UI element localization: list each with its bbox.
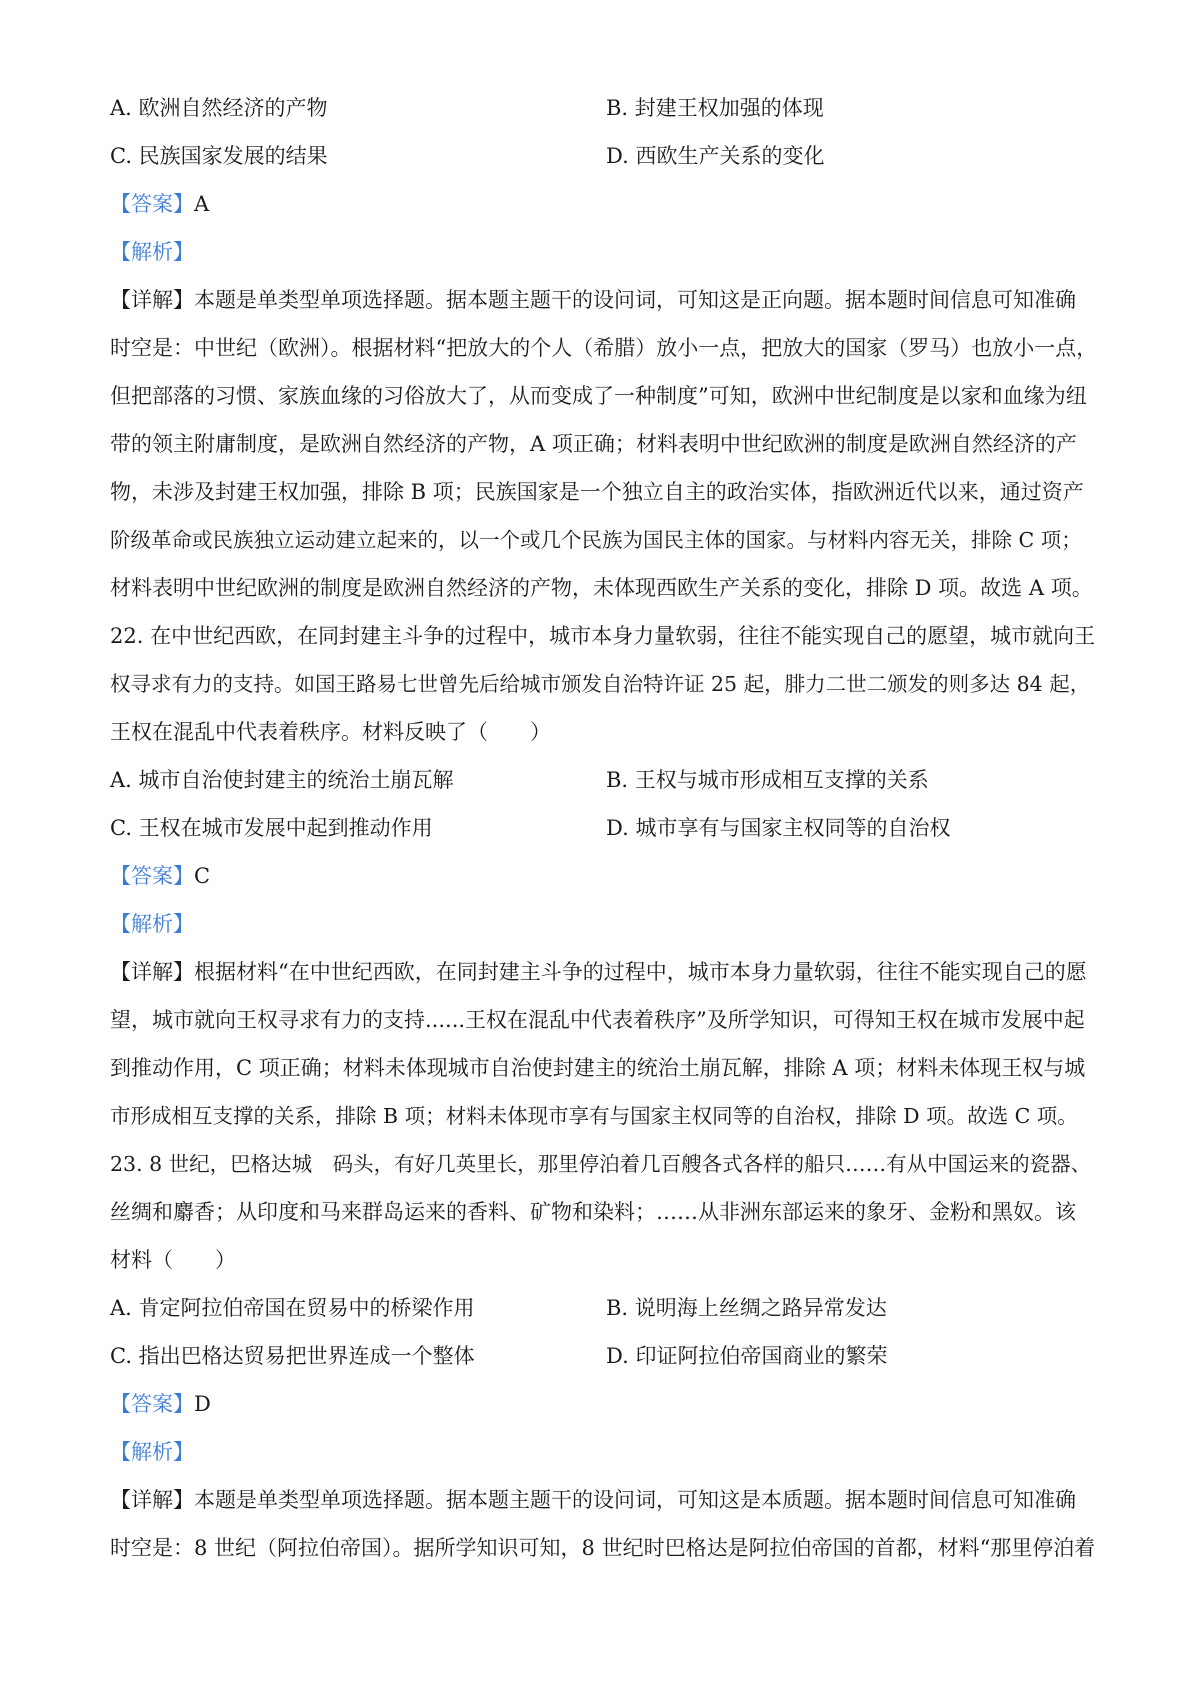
- q23-answer: [110, 1389, 1100, 1419]
- q21-detail-line: 材料表明中世纪欧洲的制度是欧洲自然经济的产物，未体现西欧生产关系的变化，排除 D 项。故选 A 项。: [110, 576, 1093, 600]
- q22-stem-line: 王权在混乱中代表着秩序。材料反映了（ ）: [110, 720, 551, 744]
- detail-tag: 【详解】: [110, 288, 194, 312]
- q21-analysis: [110, 237, 1100, 267]
- analysis-tag: 【解析】: [110, 240, 194, 264]
- q21-option-b: B. 封建王权加强的体现: [606, 96, 824, 120]
- q22-answer: [110, 861, 1100, 891]
- q21-answer: [110, 189, 1100, 219]
- q22-analysis: [110, 909, 1100, 939]
- q21-option-c: C. 民族国家发展的结果: [110, 144, 328, 168]
- q23-option-d: D. 印证阿拉伯帝国商业的繁荣: [606, 1344, 888, 1368]
- q22-option-a: A. 城市自治使封建主的统治土崩瓦解: [110, 768, 454, 792]
- detail-tag: 【详解】: [110, 1488, 194, 1512]
- answer-tag: 【答案】: [110, 192, 194, 216]
- answer-tag: 【答案】: [110, 864, 194, 888]
- q21-detail-line: 物，未涉及封建王权加强，排除 B 项；民族国家是一个独立自主的政治实体，指欧洲近代以来，通过资产: [110, 480, 1084, 504]
- answer-value: C: [194, 864, 211, 888]
- q22-detail-line: 望，城市就向王权寻求有力的支持......王权在混乱中代表着秩序”及所学知识，可得知王权在城市发展中起: [110, 1008, 1085, 1032]
- q23-detail-line: [110, 1485, 1100, 1515]
- detail-text: 本题是单类型单项选择题。据本题主题干的设问词，可知这是正向题。据本题时间信息可知准确: [194, 288, 1076, 312]
- q21-detail-line: 但把部落的习惯、家族血缘的习俗放大了，从而变成了一种制度”可知，欧洲中世纪制度是以家和血缘为纽: [110, 384, 1087, 408]
- q21-detail-line: 时空是：中世纪（欧洲）。根据材料“把放大的个人（希腊）放小一点，把放大的国家（罗马）也放小一点，: [110, 336, 1098, 360]
- analysis-tag: 【解析】: [110, 1440, 194, 1464]
- q22-option-b: B. 王权与城市形成相互支撑的关系: [606, 768, 929, 792]
- q23-option-c: C. 指出巴格达贸易把世界连成一个整体: [110, 1344, 475, 1368]
- q21-detail-line: 带的领主附庸制度，是欧洲自然经济的产物，A 项正确；材料表明中世纪欧洲的制度是欧洲自然经济的产: [110, 432, 1077, 456]
- q22-detail-line: [110, 957, 1100, 987]
- q22-option-c: C. 王权在城市发展中起到推动作用: [110, 816, 433, 840]
- q22-detail-line: 到推动作用，C 项正确；材料未体现城市自治使封建主的统治土崩瓦解，排除 A 项；材料未体现王权与城: [110, 1056, 1086, 1080]
- detail-text: 本题是单类型单项选择题。据本题主题干的设问词，可知这是本质题。据本题时间信息可知准确: [194, 1488, 1076, 1512]
- q21-option-a: A. 欧洲自然经济的产物: [110, 96, 328, 120]
- q22-detail-line: 市形成相互支撑的关系，排除 B 项；材料未体现市享有与国家主权同等的自治权，排除 D 项。故选 C 项。: [110, 1104, 1078, 1128]
- q23-stem-line: 丝绸和麝香；从印度和马来群岛运来的香料、矿物和染料；……从非洲东部运来的象牙、金粉和黑奴。该: [110, 1200, 1076, 1224]
- q23-stem-line: 材料（ ）: [110, 1248, 236, 1272]
- answer-value: D: [194, 1392, 211, 1416]
- detail-tag: 【详解】: [110, 960, 194, 984]
- analysis-tag: 【解析】: [110, 912, 194, 936]
- q21-detail-line: 阶级革命或民族独立运动建立起来的，以一个或几个民族为国民主体的国家。与材料内容无关，排除 C 项；: [110, 528, 1082, 552]
- detail-text: 根据材料“在中世纪西欧，在同封建主斗争的过程中，城市本身力量软弱，往往不能实现自己的愿: [194, 960, 1087, 984]
- answer-tag: 【答案】: [110, 1392, 194, 1416]
- q22-option-d: D. 城市享有与国家主权同等的自治权: [606, 816, 951, 840]
- q22-stem-line: 22. 在中世纪西欧，在同封建主斗争的过程中，城市本身力量软弱，往往不能实现自己的愿望，城市就向王: [110, 624, 1096, 648]
- q21-detail-line: [110, 285, 1100, 315]
- answer-value: A: [194, 192, 210, 216]
- q23-option-b: B. 说明海上丝绸之路异常发达: [606, 1296, 887, 1320]
- q21-option-d: D. 西欧生产关系的变化: [606, 144, 825, 168]
- q23-option-a: A. 肯定阿拉伯帝国在贸易中的桥梁作用: [110, 1296, 475, 1320]
- q22-stem-line: 权寻求有力的支持。如国王路易七世曾先后给城市颁发自治特许证 25 起，腓力二世二颁发的则多达 84 起，: [110, 672, 1091, 696]
- q23-stem-line: 23. 8 世纪，巴格达城 码头，有好几英里长，那里停泊着几百艘各式各样的船只……有从中国运来的瓷器、: [110, 1152, 1092, 1176]
- q23-analysis: [110, 1437, 1100, 1467]
- q23-detail-line: 时空是：8 世纪（阿拉伯帝国）。据所学知识可知，8 世纪时巴格达是阿拉伯帝国的首都，材料“那里停泊着: [110, 1536, 1096, 1560]
